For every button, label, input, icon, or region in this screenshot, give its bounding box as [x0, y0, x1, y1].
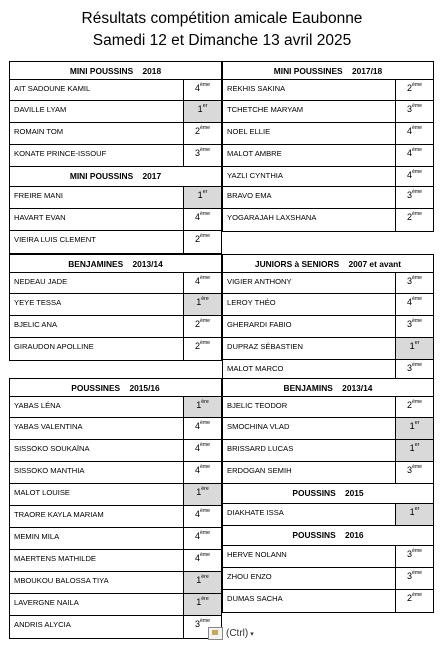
- rank-number: 4: [194, 443, 200, 453]
- result-row: [223, 568, 433, 590]
- athlete-name: BJELIC ANA: [14, 320, 58, 329]
- rank-number: 4: [194, 509, 200, 519]
- rank-cell: [395, 546, 433, 567]
- result-row: [223, 273, 433, 294]
- rank-suffix: er: [202, 103, 208, 109]
- rank-suffix: er: [414, 340, 420, 346]
- rank-suffix: ème: [411, 464, 423, 470]
- athlete-name: YOGARAJAH LAXSHANA: [227, 213, 317, 222]
- result-row: [10, 123, 221, 145]
- paste-options-button[interactable]: [208, 627, 268, 645]
- category-header: POUSSINS 2015: [223, 484, 433, 504]
- athlete-name: ERDOGAN SEMIH: [227, 466, 292, 475]
- rank-cell: [395, 101, 433, 122]
- result-row: [10, 506, 221, 528]
- athlete-name: TCHETCHE MARYAM: [227, 105, 304, 114]
- result-row: [10, 528, 221, 550]
- rank-cell: [183, 418, 221, 439]
- rank-number: 4: [194, 553, 200, 563]
- rank-cell: [183, 572, 221, 593]
- rank-number: 3: [406, 104, 412, 114]
- result-row: [10, 418, 221, 440]
- rank-number: 3: [194, 619, 200, 629]
- athlete-name: DUMAS SACHA: [227, 594, 283, 603]
- rank-suffix: ème: [411, 592, 423, 598]
- result-row: [223, 316, 433, 338]
- athlete-name: BRAVO EMA: [227, 191, 272, 200]
- athlete-name: VIEIRA LUIS CLEMENT: [14, 235, 96, 244]
- result-row: [10, 594, 221, 616]
- result-row: [10, 231, 221, 253]
- rank-suffix: ère: [201, 574, 209, 580]
- athlete-name: NOEL ELLIE: [227, 127, 271, 136]
- category-table: [9, 254, 222, 361]
- chevron-down-icon: ▾: [250, 630, 254, 638]
- rank-number: 3: [194, 148, 200, 158]
- athlete-name: MEMIN MILA: [14, 532, 60, 541]
- result-row: [10, 484, 221, 506]
- rank-number: 1: [409, 341, 415, 351]
- rank-suffix: ème: [199, 464, 211, 470]
- athlete-name: YABAS LÉNA: [14, 401, 61, 410]
- athlete-name: ANDRIS ALYCIA: [14, 620, 71, 629]
- athlete-name: GIRAUDON APOLLINE: [14, 342, 94, 351]
- rank-cell: [395, 590, 433, 612]
- athlete-name: BRISSARD LUCAS: [227, 444, 294, 453]
- rank-suffix: ème: [411, 318, 423, 324]
- rank-cell: [183, 594, 221, 615]
- rank-number: 2: [194, 319, 200, 329]
- rank-cell: [183, 187, 221, 208]
- athlete-name: YABAS VALENTINA: [14, 422, 83, 431]
- athlete-name: MBOUKOU BALOSSA TIYA: [14, 576, 109, 585]
- rank-cell: [183, 462, 221, 483]
- page-title: Résultats compétition amicale Eaubonne: [81, 10, 363, 27]
- athlete-name: TRAORE KAYLA MARIAM: [14, 510, 104, 519]
- rank-number: 3: [406, 571, 412, 581]
- rank-number: 2: [406, 400, 412, 410]
- result-row: [223, 209, 433, 231]
- athlete-name: MALOT AMBRE: [227, 149, 282, 158]
- result-row: [223, 187, 433, 209]
- rank-suffix: ème: [411, 147, 423, 153]
- rank-cell: [183, 231, 221, 253]
- page-subtitle: Samedi 12 et Dimanche 13 avril 2025: [92, 32, 352, 49]
- athlete-name: BJELIC TEODOR: [227, 401, 288, 410]
- result-row: [223, 590, 433, 612]
- rank-number: 2: [406, 212, 412, 222]
- result-row: [10, 397, 221, 418]
- athlete-name: MAERTENS MATHILDE: [14, 554, 96, 563]
- rank-suffix: ème: [199, 420, 211, 426]
- rank-suffix: ème: [199, 508, 211, 514]
- rank-number: 1: [196, 487, 202, 497]
- rank-suffix: ère: [201, 296, 209, 302]
- athlete-name: SISSOKO MANTHIA: [14, 466, 85, 475]
- result-row: [223, 504, 433, 526]
- paste-options-label: (Ctrl): [226, 628, 249, 639]
- rank-number: 2: [194, 341, 200, 351]
- result-row: [10, 294, 221, 316]
- rank-number: 4: [406, 148, 412, 158]
- athlete-name: ROMAIN TOM: [14, 127, 64, 136]
- rank-number: 1: [196, 400, 202, 410]
- athlete-name: AIT SADOUNE KAMIL: [14, 84, 91, 93]
- result-row: [10, 550, 221, 572]
- result-row: [223, 167, 433, 187]
- athlete-name: DUPRAZ SÉBASTIEN: [227, 342, 303, 351]
- category-table: [222, 378, 434, 613]
- rank-cell: [395, 209, 433, 231]
- rank-number: 1: [196, 597, 202, 607]
- result-row: [223, 418, 433, 440]
- result-row: [10, 338, 221, 360]
- result-row: [223, 80, 433, 101]
- rank-suffix: ème: [199, 318, 211, 324]
- rank-cell: [183, 397, 221, 417]
- rank-suffix: ème: [199, 233, 211, 239]
- rank-cell: [395, 123, 433, 144]
- rank-suffix: ème: [199, 211, 211, 217]
- rank-suffix: ère: [201, 399, 209, 405]
- rank-cell: [183, 145, 221, 166]
- rank-suffix: ème: [411, 275, 423, 281]
- rank-cell: [183, 550, 221, 571]
- category-header: BENJAMINS 2013/14: [223, 379, 433, 397]
- rank-number: 2: [194, 234, 200, 244]
- rank-number: 1: [197, 104, 203, 114]
- athlete-name: VIGIER ANTHONY: [227, 277, 292, 286]
- result-row: [223, 294, 433, 316]
- athlete-name: HAVART EVAN: [14, 213, 66, 222]
- category-header: MINI POUSSINS 2018: [10, 62, 221, 80]
- rank-cell: [395, 145, 433, 166]
- result-row: [223, 546, 433, 568]
- result-row: [10, 440, 221, 462]
- category-header: POUSSINES 2015/16: [10, 379, 221, 397]
- rank-suffix: ème: [199, 125, 211, 131]
- result-row: [10, 462, 221, 484]
- rank-suffix: ème: [199, 340, 211, 346]
- category-table: [222, 61, 434, 232]
- rank-number: 4: [194, 83, 200, 93]
- rank-cell: [183, 209, 221, 230]
- rank-cell: [395, 316, 433, 337]
- rank-number: 1: [409, 443, 415, 453]
- rank-number: 3: [406, 465, 412, 475]
- rank-cell: [395, 397, 433, 417]
- rank-number: 4: [406, 170, 412, 180]
- clipboard-icon: [208, 627, 223, 640]
- athlete-name: GHERARDI FABIO: [227, 320, 292, 329]
- result-row: [223, 440, 433, 462]
- athlete-name: REKHIS SAKINA: [227, 84, 286, 93]
- rank-cell: [395, 418, 433, 439]
- result-row: [10, 209, 221, 231]
- rank-cell: [395, 187, 433, 208]
- category-header: BENJAMINES 2013/14: [10, 255, 221, 273]
- result-row: [10, 316, 221, 338]
- category-header: JUNIORS à SENIORS 2007 et avant: [223, 255, 433, 273]
- result-row: [10, 80, 221, 101]
- athlete-name: MALOT MARCO: [227, 364, 284, 373]
- rank-number: 4: [194, 421, 200, 431]
- rank-suffix: er: [414, 506, 420, 512]
- rank-number: 3: [406, 190, 412, 200]
- rank-suffix: ème: [411, 362, 423, 368]
- rank-suffix: er: [202, 189, 208, 195]
- rank-cell: [183, 294, 221, 315]
- rank-suffix: ème: [199, 552, 211, 558]
- athlete-name: HERVE NOLANN: [227, 550, 287, 559]
- athlete-name: SMOCHINA VLAD: [227, 422, 290, 431]
- result-row: [223, 338, 433, 360]
- result-row: [223, 101, 433, 123]
- rank-cell: [183, 528, 221, 549]
- rank-suffix: ère: [201, 596, 209, 602]
- rank-suffix: ème: [199, 147, 211, 153]
- rank-cell: [395, 80, 433, 100]
- athlete-name: LEROY THÉO: [227, 298, 276, 307]
- athlete-name: YEYE TESSA: [14, 298, 62, 307]
- result-row: [10, 145, 221, 167]
- result-row: [223, 123, 433, 145]
- category-table: [9, 378, 222, 639]
- rank-cell: [183, 506, 221, 527]
- rank-suffix: ème: [411, 82, 423, 88]
- athlete-name: NEDEAU JADE: [14, 277, 68, 286]
- rank-number: 4: [194, 531, 200, 541]
- rank-suffix: er: [414, 442, 420, 448]
- rank-number: 4: [406, 297, 412, 307]
- athlete-name: KONATE PRINCE-ISSOUF: [14, 149, 107, 158]
- rank-cell: [183, 316, 221, 337]
- athlete-name: ZHOU ENZO: [227, 572, 272, 581]
- rank-number: 3: [406, 363, 412, 373]
- category-header: MINI POUSSINES 2017/18: [223, 62, 433, 80]
- category-header: POUSSINS 2016: [223, 526, 433, 546]
- rank-suffix: ème: [411, 570, 423, 576]
- result-row: [10, 101, 221, 123]
- rank-suffix: ème: [411, 296, 423, 302]
- rank-number: 4: [194, 212, 200, 222]
- rank-number: 2: [194, 126, 200, 136]
- rank-number: 3: [406, 276, 412, 286]
- rank-cell: [395, 294, 433, 315]
- rank-number: 1: [197, 190, 203, 200]
- rank-cell: [395, 568, 433, 589]
- result-row: [10, 616, 221, 638]
- rank-suffix: ème: [199, 442, 211, 448]
- rank-number: 3: [406, 319, 412, 329]
- rank-suffix: ème: [199, 82, 211, 88]
- category-header: MINI POUSSINS 2017: [10, 167, 221, 187]
- result-row: [10, 572, 221, 594]
- athlete-name: DAVILLE LYAM: [14, 105, 67, 114]
- rank-suffix: ème: [411, 103, 423, 109]
- rank-number: 1: [409, 421, 415, 431]
- rank-suffix: ème: [411, 125, 423, 131]
- rank-suffix: ème: [411, 548, 423, 554]
- rank-suffix: ème: [411, 189, 423, 195]
- rank-cell: [395, 338, 433, 359]
- athlete-name: SISSOKO SOUKAÏNA: [14, 444, 90, 453]
- result-row: [223, 145, 433, 167]
- rank-number: 4: [194, 276, 200, 286]
- athlete-name: YAZLI CYNTHIA: [227, 171, 283, 180]
- rank-cell: [395, 462, 433, 483]
- rank-cell: [183, 80, 221, 100]
- rank-cell: [395, 167, 433, 186]
- rank-number: 3: [406, 549, 412, 559]
- category-table: [9, 61, 222, 254]
- rank-cell: [395, 504, 433, 525]
- rank-suffix: ère: [201, 486, 209, 492]
- rank-cell: [395, 440, 433, 461]
- rank-cell: [183, 101, 221, 122]
- rank-number: 4: [406, 126, 412, 136]
- rank-cell: [183, 440, 221, 461]
- rank-number: 1: [196, 575, 202, 585]
- rank-number: 1: [409, 507, 415, 517]
- category-table: [222, 254, 434, 383]
- result-row: [223, 397, 433, 418]
- rank-suffix: er: [414, 420, 420, 426]
- rank-cell: [183, 273, 221, 293]
- result-row: [10, 273, 221, 294]
- rank-suffix: ème: [199, 530, 211, 536]
- result-row: [223, 462, 433, 484]
- rank-suffix: ème: [199, 275, 211, 281]
- athlete-name: FREIRE MANI: [14, 191, 63, 200]
- rank-suffix: ème: [411, 399, 423, 405]
- rank-suffix: ème: [411, 211, 423, 217]
- rank-cell: [183, 484, 221, 505]
- athlete-name: DIAKHATE ISSA: [227, 508, 284, 517]
- rank-number: 1: [196, 297, 202, 307]
- rank-cell: [395, 273, 433, 293]
- rank-cell: [183, 123, 221, 144]
- rank-number: 2: [406, 83, 412, 93]
- rank-number: 4: [194, 465, 200, 475]
- athlete-name: LAVERGNE NAILA: [14, 598, 79, 607]
- rank-number: 2: [406, 593, 412, 603]
- rank-cell: [183, 338, 221, 360]
- rank-suffix: ème: [199, 618, 211, 624]
- rank-suffix: ème: [411, 169, 423, 175]
- result-row: [10, 187, 221, 209]
- athlete-name: MALOT LOUISE: [14, 488, 70, 497]
